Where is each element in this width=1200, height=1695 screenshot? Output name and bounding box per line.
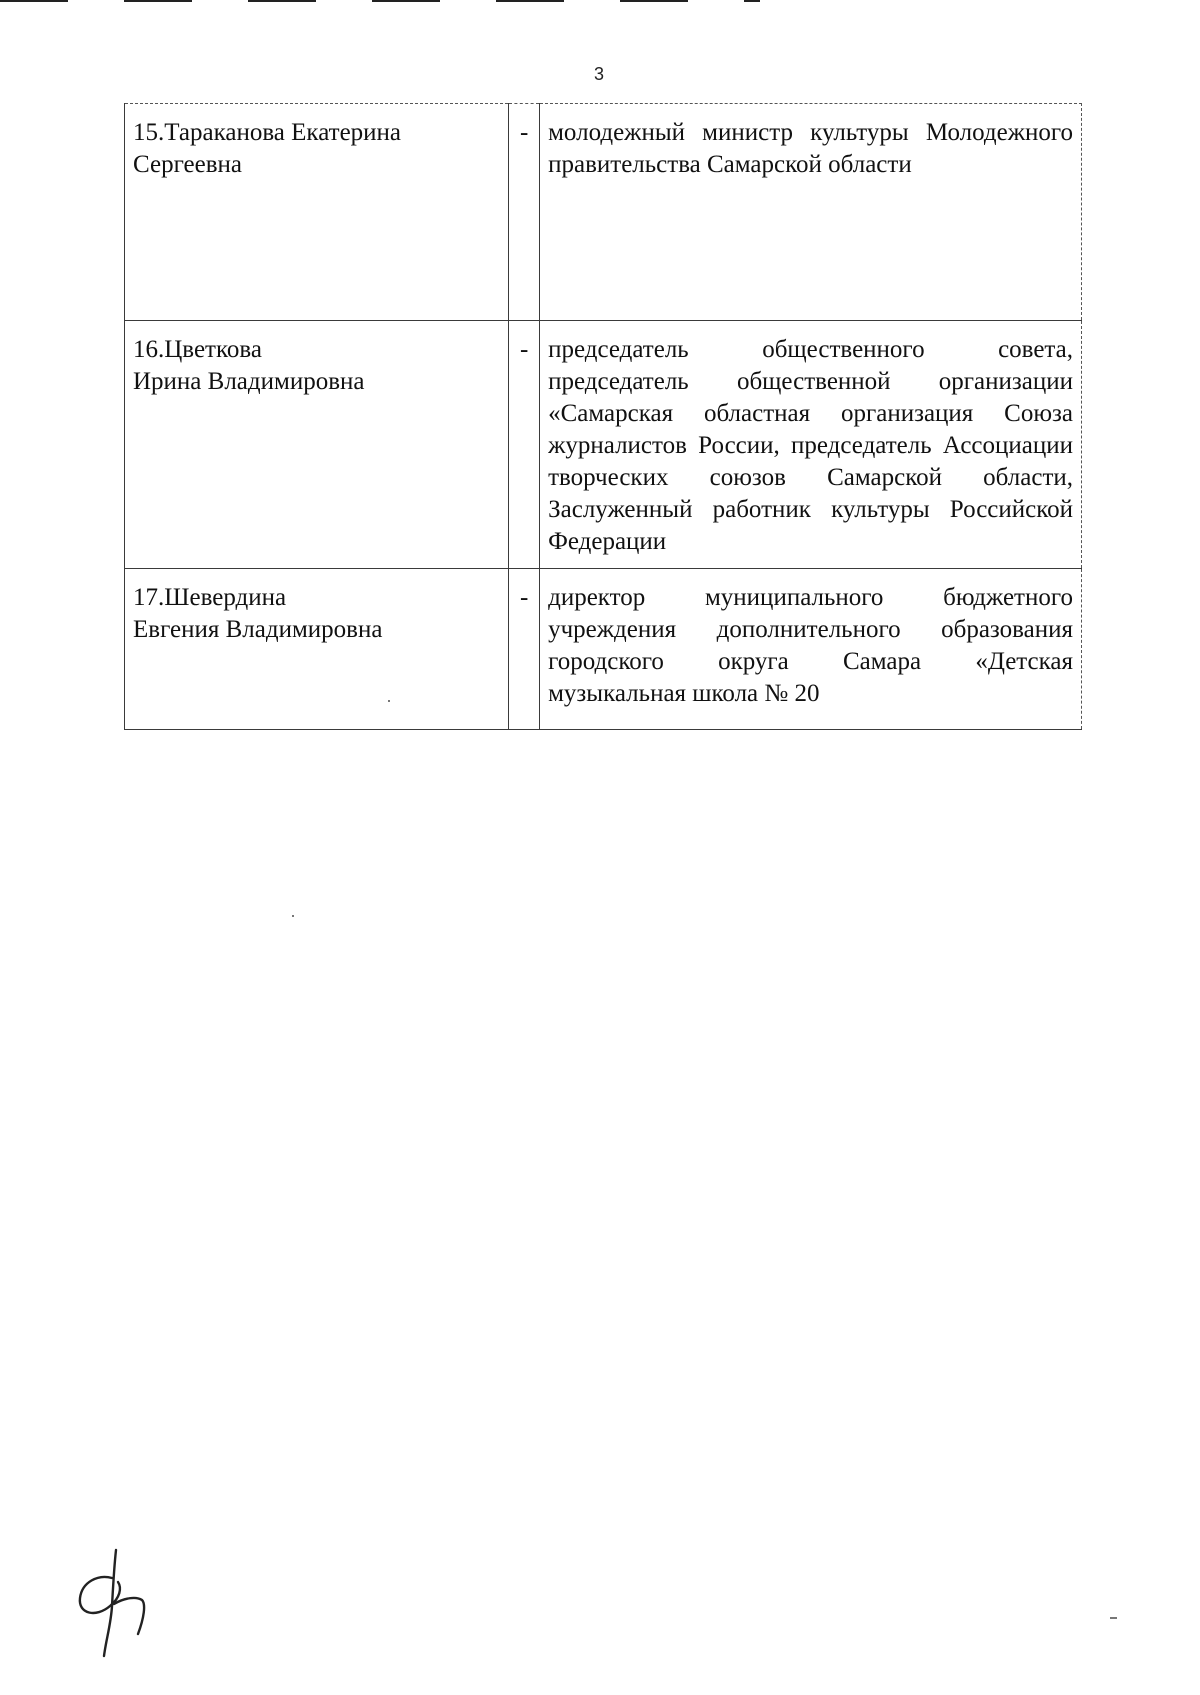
member-name-cell [125,569,509,730]
dash-cell: - [509,321,540,569]
dash-cell: - [509,569,540,730]
member-description: молодежный министр культуры Молодежного правительства Самарской области [540,104,1082,321]
scan-speck [1110,1617,1117,1619]
members-table [124,103,1082,730]
member-description: директор муниципального бюджетного учреждения дополнительного образования городского округа Самара «Детская музыкальная школа № 20 [540,569,1082,730]
table-row [125,569,1082,730]
member-name-cell [125,321,509,569]
signature-image [76,1548,156,1658]
member-name-cell [125,104,509,321]
dash-cell: - [509,104,540,321]
member-name: 16.Цветкова Ирина Владимировна [133,336,365,395]
member-name: 17.Шевердина Евгения Владимировна [133,584,383,643]
scan-top-rule [0,0,760,2]
table-row [125,104,1082,321]
member-description: председатель общественного совета, председатель общественной организации «Самарская областная организация Союза журналистов России, председатель Ассоциации творческих союзов Самарской области, Заслуженный работник культуры Российской Федерации [540,321,1082,569]
member-name: 15.Тараканова Екатерина Сергеевна [133,119,402,178]
scan-speck [388,700,390,702]
page-number: 3 [594,64,605,84]
table-row [125,321,1082,569]
scan-speck [292,915,294,917]
